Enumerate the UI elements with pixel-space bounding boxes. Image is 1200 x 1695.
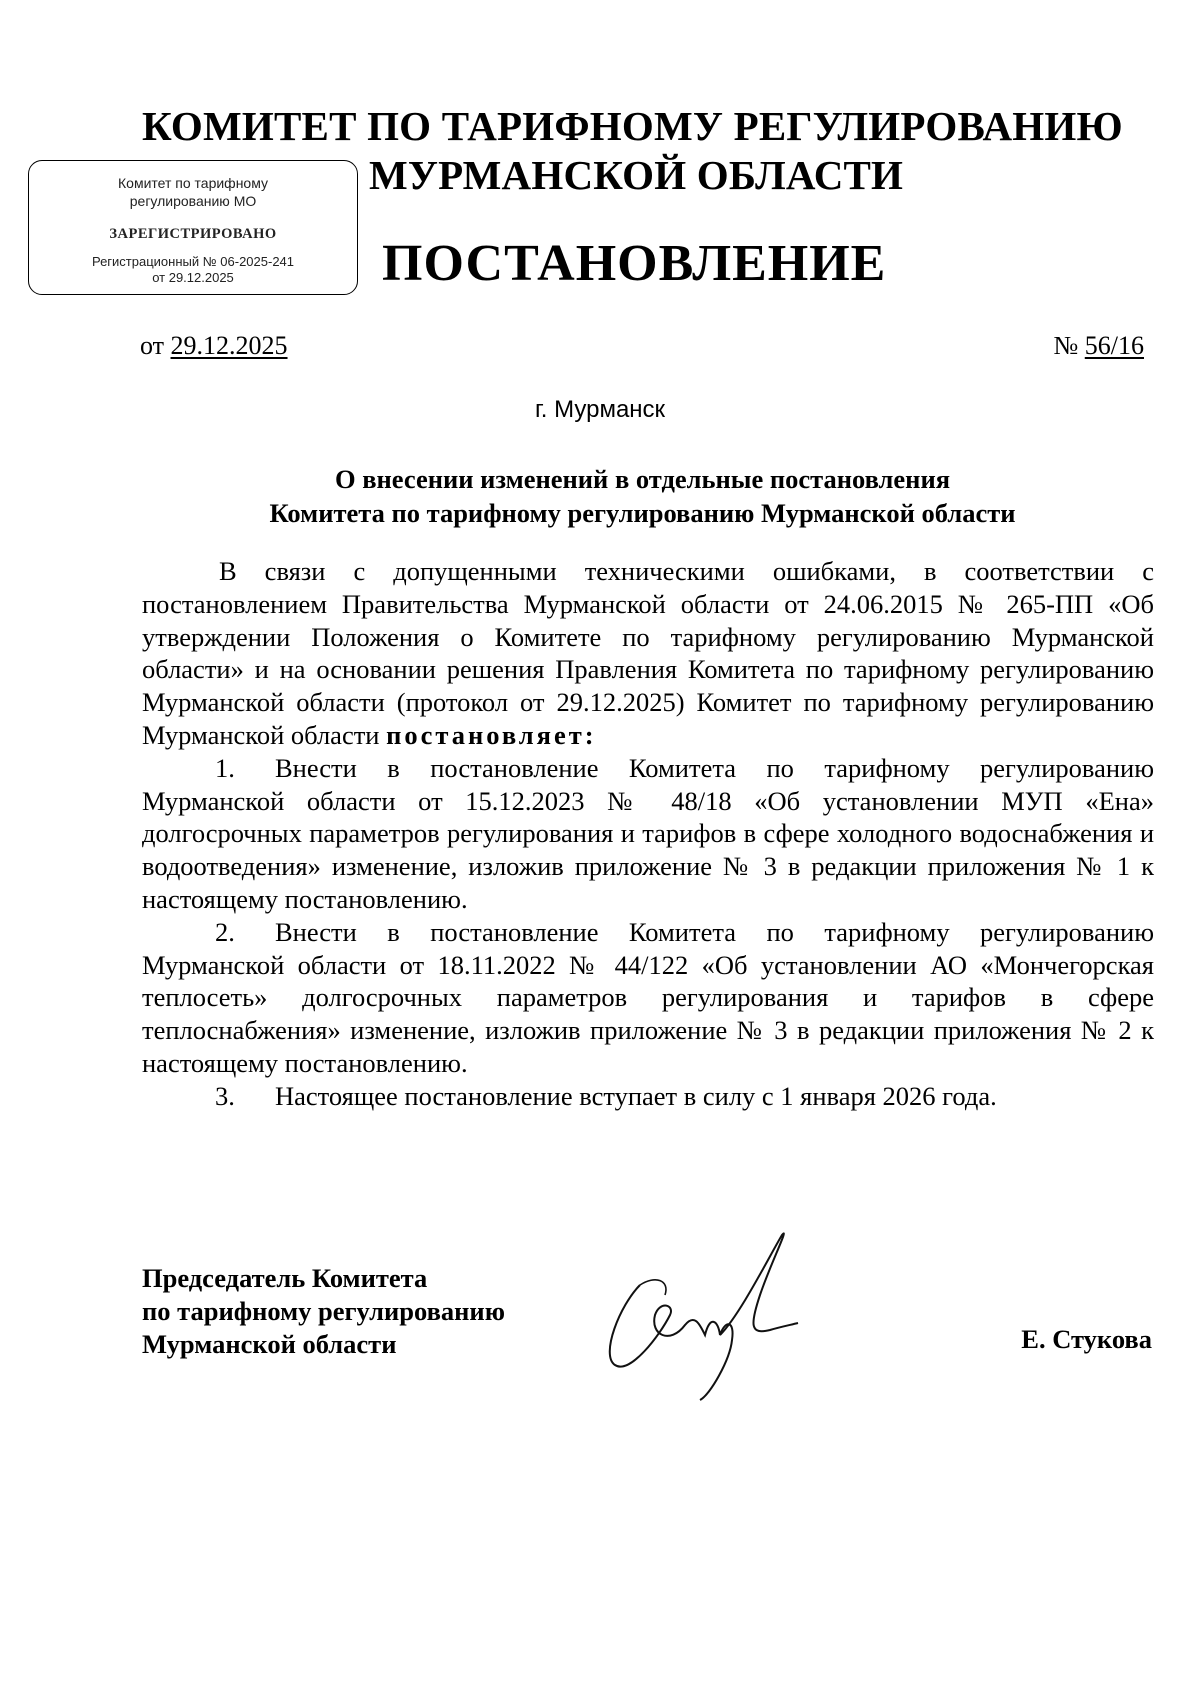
document-number xyxy=(1053,333,1144,359)
stamp-reg-number: Регистрационный № 06-2025-241 xyxy=(91,254,295,269)
org-name-line1: КОМИТЕТ ПО ТАРИФНОМУ РЕГУЛИРОВАНИЮ xyxy=(142,103,1123,149)
resolution-keyword: постановляет: xyxy=(386,719,597,750)
date-value: 29.12.2025 xyxy=(170,331,288,360)
preamble-text: В связи с допущенными техническими ошибками, в соответствии с постановлением Правительства Мурманской области от 24.06.2015 № 265-ПП «Об утверждении Положения о Комитете по тарифному регулированию Мурманской области» и на основании решения Правления Комитета по тарифному регулированию Мурманской области (протокол от 29.12.2025) Комитет по тарифному регулированию Мурманской области xyxy=(142,556,1154,750)
number-value: 56/16 xyxy=(1084,331,1144,360)
signatory-name: Е. Стукова xyxy=(1021,1324,1152,1354)
preamble-paragraph xyxy=(142,555,1154,752)
title-line2: Комитета по тарифному регулированию Мурманской области xyxy=(269,498,1016,528)
signatory-position xyxy=(142,1262,505,1361)
list-item xyxy=(142,1080,1154,1113)
date-prefix: от xyxy=(140,331,165,360)
position-line2: по тарифному регулированию xyxy=(142,1296,505,1326)
handwritten-signature xyxy=(600,1225,800,1405)
position-line3: Мурманской области xyxy=(142,1329,397,1359)
item-number: 2. xyxy=(215,916,235,947)
item-number: 1. xyxy=(215,752,235,783)
item-text: Настоящее постановление вступает в силу с 1 января 2026 года. xyxy=(275,1080,997,1111)
org-name-line2: МУРМАНСКОЙ ОБЛАСТИ xyxy=(369,152,904,198)
item-number: 3. xyxy=(215,1080,235,1111)
item-text: Внести в постановление Комитета по тарифному регулированию Мурманской области от 18.11.2022 № 44/122 «Об установлении АО «Мончегорская теплосеть» долгосрочных параметров регулирования и тарифов в сфере теплоснабжения» изменение, изложив приложение № 3 в редакции приложения № 2 к настоящему постановлению. xyxy=(142,916,1154,1078)
list-item xyxy=(142,752,1154,916)
number-prefix: № xyxy=(1053,331,1079,360)
document-date xyxy=(140,333,288,359)
document-type-heading: ПОСТАНОВЛЕНИЕ xyxy=(382,235,887,292)
list-item xyxy=(142,916,1154,1080)
stamp-status: ЗАРЕГИСТРИРОВАНО xyxy=(109,226,277,242)
position-line1: Председатель Комитета xyxy=(142,1263,428,1293)
item-text: Внести в постановление Комитета по тарифному регулированию Мурманской области от 15.12.2023 № 48/18 «Об установлении МУП «Ена» долгосрочных параметров регулирования и тарифов в сфере холодного водоснабжения и водоотведения» изменение, изложив приложение № 3 в редакции приложения № 1 к настоящему постановлению. xyxy=(142,752,1154,914)
stamp-reg-date: от 29.12.2025 xyxy=(152,270,234,285)
registration-stamp xyxy=(28,160,358,295)
city: г. Мурманск xyxy=(534,396,666,423)
stamp-org-line2: регулированию МО xyxy=(129,193,257,209)
title-line1: О внесении изменений в отдельные постановления xyxy=(334,464,951,494)
stamp-org-line1: Комитет по тарифному xyxy=(118,175,268,191)
document-body xyxy=(142,555,1154,1113)
